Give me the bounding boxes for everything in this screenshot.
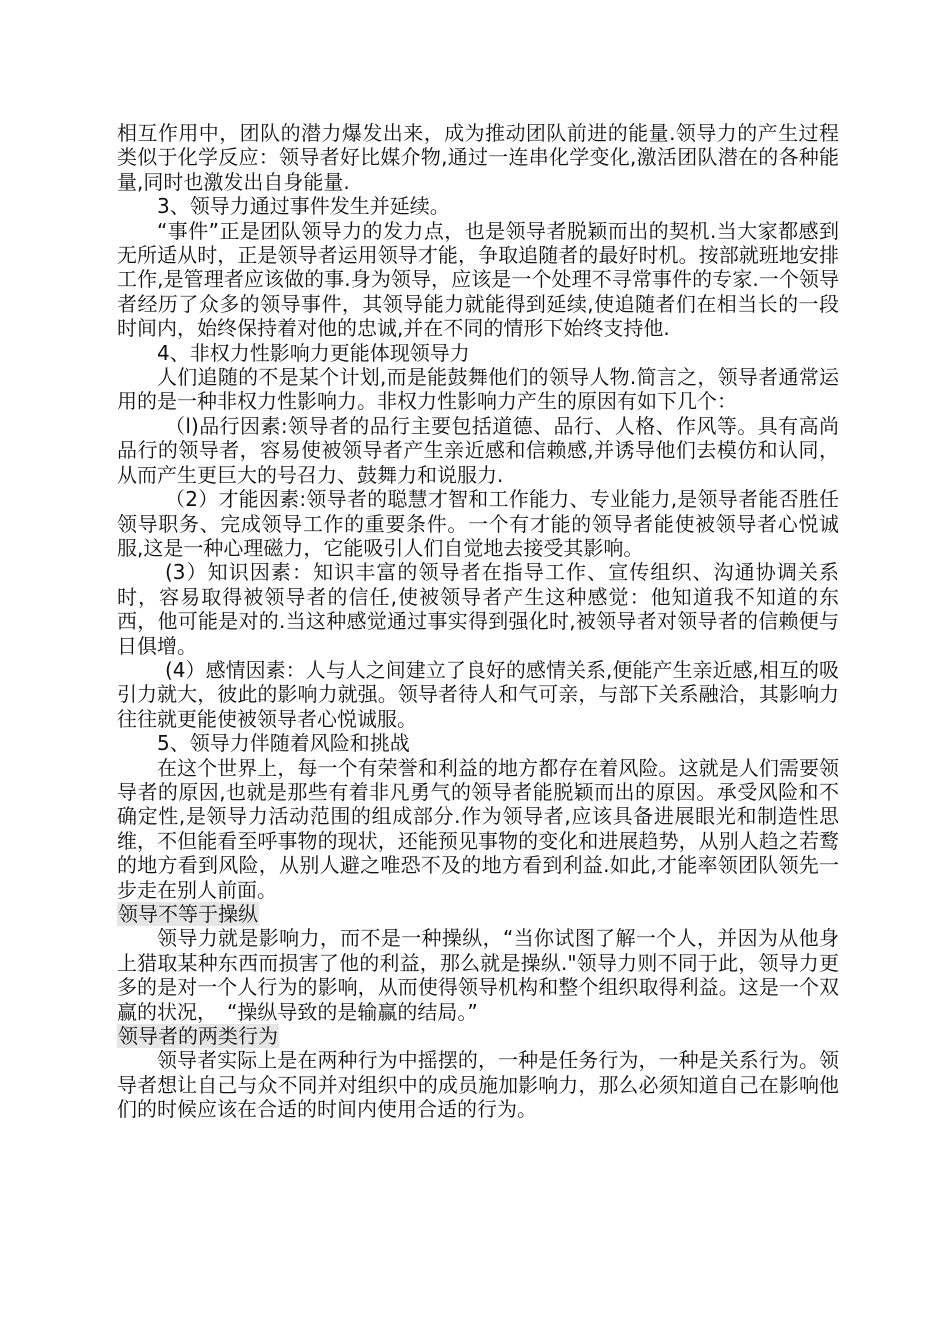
- factor-2-paragraph: （2）才能因素:领导者的聪慧才智和工作能力、专业能力,是领导者能否胜任领导职务、完成领导工作的重要条件。一个有才能的领导者能使被领导者心悦诚服,这是一种心理磁力，它能吸引人们自觉地去接受其影响。: [117, 487, 839, 560]
- factor-1-paragraph: （l)品行因素:领导者的品行主要包括道德、品行、人格、作风等。具有高尚品行的领导者，容易使被领导者产生亲近感和信赖感,并诱导他们去模仿和认同，从而产生更巨大的号召力、鼓舞力和说服力.: [117, 413, 839, 487]
- section-b-title: 领导者的两类行为: [118, 1024, 278, 1049]
- section-b-title-row: [117, 1024, 839, 1048]
- factor-4-paragraph: (4）感情因素：人与人之间建立了良好的感情关系,便能产生亲近感,相互的吸引力就大，彼此的影响力就强。领导者待人和气可亲，与部下关系融洽，其影响力往往就更能使被领导者心悦诚服。: [117, 657, 839, 731]
- section-b-paragraph: 领导者实际上是在两种行为中摇摆的，一种是任务行为，一种是关系行为。领导者想让自己与众不同并对组织中的成员施加影响力，那么必须知道自己在影响他们的时候应该在合适的时间内使用合适的行为。: [117, 1048, 839, 1122]
- point-3-paragraph: “事件”正是团队领导力的发力点，也是领导者脱颖而出的契机.当大家都感到无所适从时，正是领导者运用领导才能，争取追随者的最好时机。按部就班地安排工作,是管理者应该做的事.身为领导，应该是一个处理不寻常事件的专家.一个领导者经历了众多的领导事件，其领导能力就能得到延续,使追随者们在相当长的一段时间内，始终保持着对他的忠诚,并在不同的情形下始终支持他.: [117, 218, 839, 341]
- document-page: [117, 121, 839, 1122]
- section-a-paragraph: 领导力就是影响力，而不是一种操纵，“当你试图了解一个人，并因为从他身上猎取某种东西而损害了他的利益，那么就是操纵."领导力则不同于此，领导力更多的是对一个人行为的影响，从而使得领导机构和整个组织取得利益。这是一个双赢的状况， “操纵导致的是输赢的结局。”: [117, 926, 839, 1024]
- point-5-heading: 5、领导力伴随着风险和挑战: [157, 731, 410, 756]
- section-a-title-row: [117, 902, 839, 926]
- factor-3-paragraph: (3）知识因素：知识丰富的领导者在指导工作、宣传组织、沟通协调关系时，容易取得被领导者的信任,使被领导者产生这种感觉：他知道我不知道的东西，他可能是对的.当这种感觉通过事实得到强化时,被领导者对领导者的信赖便与日俱增。: [117, 560, 839, 658]
- point-5-paragraph: 在这个世界上，每一个有荣誉和利益的地方都存在着风险。这就是人们需要领导者的原因,也就是那些有着非凡勇气的领导者能脱颖而出的原因。承受风险和不确定性,是领导力活动范围的组成部分.作为领导者,应该具备进展眼光和制造性思维，不但能看至呼事物的现状，还能预见事物的变化和进展趋势，从别人趋之若鹜的地方看到风险，从别人避之唯恐不及的地方看到利益.如此,才能率领团队领先一步走在别人前面。: [117, 755, 839, 902]
- point-3-heading: 3、领导力通过事件发生并延续。: [157, 194, 450, 219]
- point-4-heading: 4、非权力性影响力更能体现领导力: [157, 340, 470, 365]
- section-a-title: 领导不等于操纵: [118, 902, 258, 926]
- point-4-paragraph: 人们追随的不是某个计划,而是能鼓舞他们的领导人物.简言之，领导者通常运用的是一种非权力性影响力。非权力性影响力产生的原因有如下几个：: [117, 365, 839, 414]
- intro-paragraph: 相互作用中，团队的潜力爆发出来，成为推动团队前进的能量.领导力的产生过程类似于化学反应：领导者好比媒介物,通过一连串化学变化,激活团队潜在的各种能量,同时也激发出自身能量.: [117, 121, 839, 194]
